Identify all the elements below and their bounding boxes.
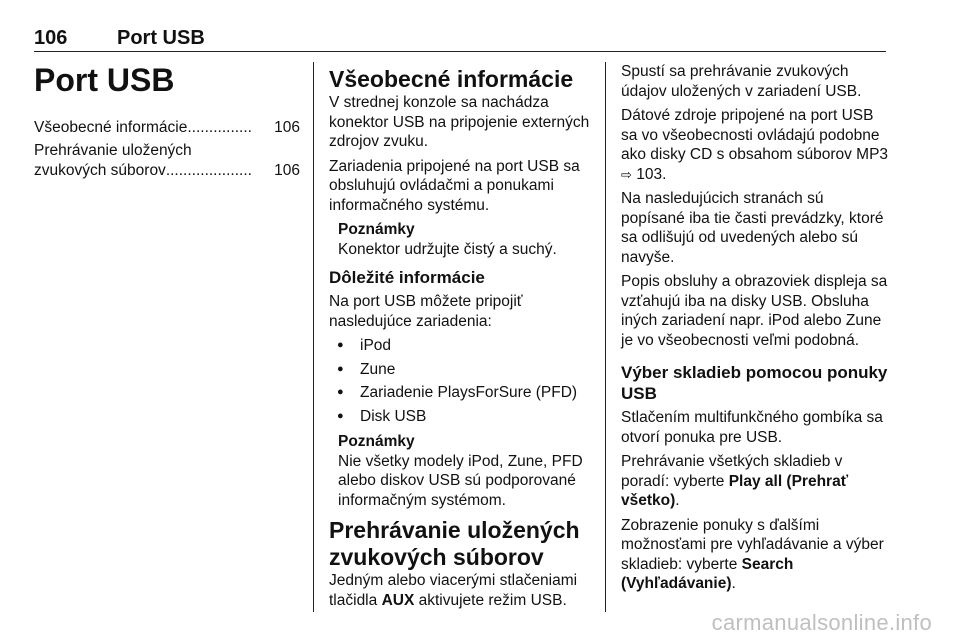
section-title: Prehrávanie uložených zvukových súborov xyxy=(329,517,580,570)
toc-entry-page: 106 xyxy=(274,119,300,136)
paragraph: Popis obsluhy a obrazoviek displeja sa vzťahujú iba na disky USB. Obsluha iných zariadení napr. iPod alebo Zune je vo všeobecnosti veľmi podobná. xyxy=(621,273,888,349)
paragraph: Na port USB môžete pripojiť nasledujúce zariadenia: xyxy=(329,293,523,330)
paragraph: Na nasledujúcich stranách sú popísané iba tie časti prevádzky, ktoré sa odlišujú od uvedených alebo sú navyše. xyxy=(621,190,884,266)
aux-button-label: AUX xyxy=(381,591,415,609)
text-run: Dátové zdroje pripojené na port USB sa vo všeobecnosti ovládajú podobne ako disky CD s obsahom súborov MP3 xyxy=(621,107,889,163)
column-middle xyxy=(329,62,591,615)
column-divider xyxy=(605,62,606,612)
paragraph: V strednej konzole sa nachádza konektor USB na pripojenie externých zdrojov zvuku. xyxy=(329,94,590,150)
paragraph xyxy=(621,106,889,184)
toc-entry-text: Prehrávanie uložených xyxy=(34,142,192,159)
note-box xyxy=(338,220,591,259)
subsection-title: Dôležité informácie xyxy=(329,268,485,287)
note-title: Poznámky xyxy=(338,221,415,238)
text-run: Prehrávanie všetkých skladieb v poradí: vyberte xyxy=(621,453,843,490)
list-item: ● Disk USB xyxy=(337,407,591,427)
paragraph: Stlačením multifunkčného gombíka sa otvorí ponuka pre USB. xyxy=(621,409,883,446)
page-number: 106 xyxy=(34,27,68,49)
text-run: Zobrazenie ponuky s ďalšími možnosťami pre vyhľadávanie a výber skladieb: vyberte xyxy=(621,516,884,573)
text-run: aktivujete režim USB. xyxy=(414,591,567,609)
page-header xyxy=(34,27,886,52)
paragraph xyxy=(621,516,889,594)
subsection-title: Výber skladieb pomocou ponuky USB xyxy=(621,363,888,403)
list-item: ● Zune xyxy=(337,360,591,380)
toc-entry[interactable] xyxy=(34,161,300,181)
section-title: Všeobecné informácie xyxy=(329,66,574,92)
paragraph: Zariadenia pripojené na port USB sa obsluhujú ovládačmi a ponukami informačného systému. xyxy=(329,157,580,214)
menu-option-label: Search (Vyhľadávanie) xyxy=(621,555,794,592)
toc-entry-text: zvukových súborov xyxy=(34,162,166,179)
list-item: ● iPod xyxy=(337,336,591,356)
toc-leader-dots: .................... xyxy=(165,162,252,179)
toc-entry[interactable] xyxy=(34,118,300,138)
text-run: . xyxy=(675,492,680,509)
toc-leader-dots: ............... xyxy=(187,119,252,136)
toc-entry-page: 106 xyxy=(274,162,300,179)
chapter-title: Port USB xyxy=(34,62,175,98)
header-title: Port USB xyxy=(117,27,205,49)
toc-entry-text: Všeobecné informácie xyxy=(34,119,188,136)
text-run: . xyxy=(731,575,736,592)
column-right xyxy=(621,62,889,599)
watermark: carmanualsonline.info xyxy=(711,610,932,635)
device-list xyxy=(329,336,591,426)
note-text: Nie všetky modely iPod, Zune, PFD alebo diskov USB sú podporované informačným systémom. xyxy=(338,452,583,509)
note-box xyxy=(338,432,591,510)
menu-option-label: Play all (Prehrať všetko) xyxy=(621,472,849,509)
paragraph: Spustí sa prehrávanie zvukových údajov uložených v zariadení USB. xyxy=(621,63,862,100)
column-divider xyxy=(313,62,314,612)
note-title: Poznámky xyxy=(338,433,415,450)
text-run: Jedným alebo viacerými stlačeniami tlačidla xyxy=(329,572,578,609)
page-reference[interactable]: 103. xyxy=(631,165,667,183)
column-toc xyxy=(34,62,300,184)
paragraph xyxy=(329,571,591,610)
note-text: Konektor udržujte čistý a suchý. xyxy=(338,240,557,258)
page-reference-arrow-icon: ⇨ xyxy=(621,166,632,182)
paragraph xyxy=(621,452,889,511)
list-item: ● Zariadenie PlaysForSure (PFD) xyxy=(337,383,591,403)
